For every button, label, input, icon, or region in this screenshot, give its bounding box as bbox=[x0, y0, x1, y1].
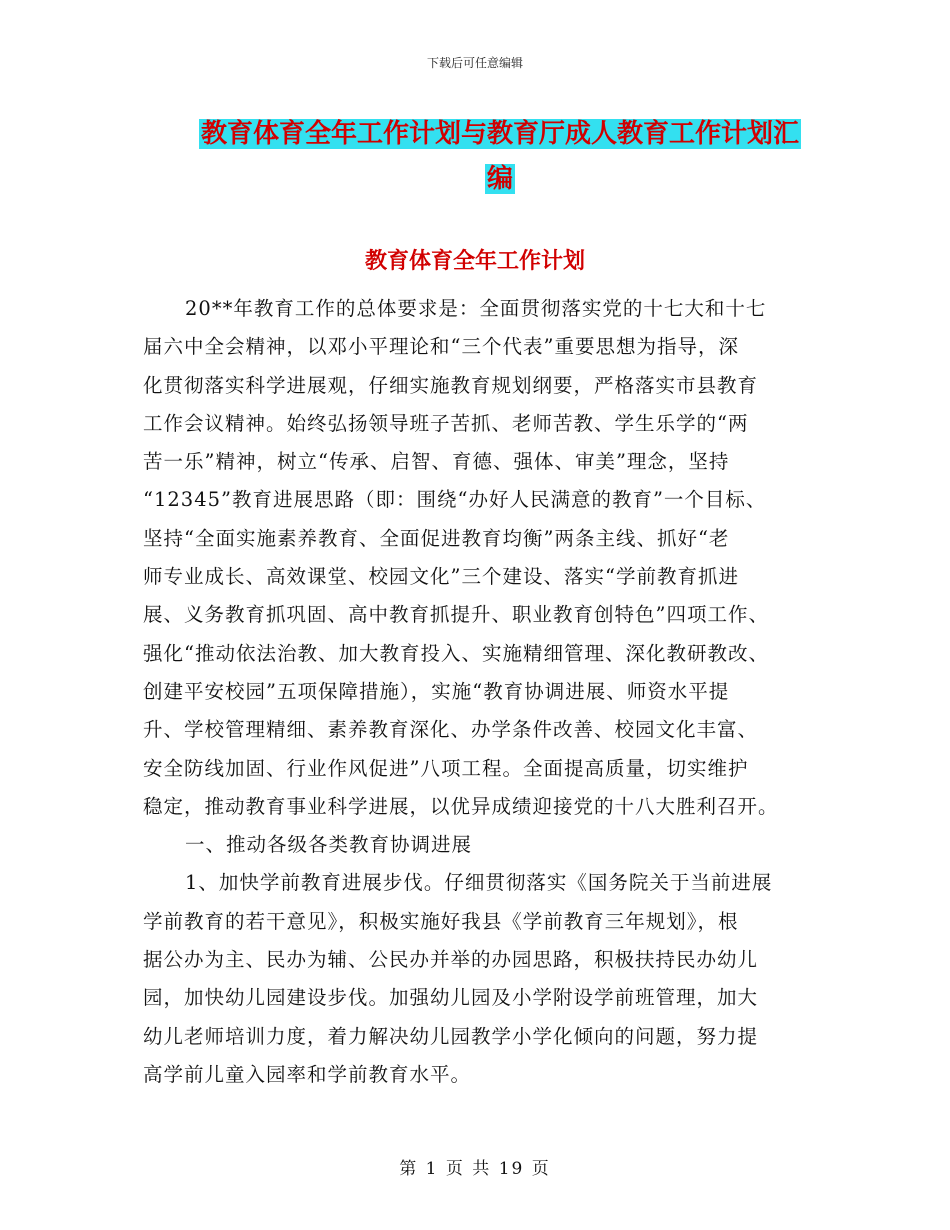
paragraph-line: 强化“推动依法治教、加大教育投入、实施精细管理、深化教研教改、 bbox=[143, 641, 769, 665]
body-text bbox=[143, 290, 823, 1094]
paragraph-line: 安全防线加固、行业作风促进”八项工程。全面提高质量，切实维护 bbox=[143, 756, 749, 780]
paragraph-line: 20**年教育工作的总体要求是：全面贯彻落实党的十七大和十七 bbox=[185, 297, 767, 320]
document-title bbox=[190, 112, 810, 202]
paragraph-line: 园，加快幼儿园建设步伐。加强幼儿园及小学附设学前班管理，加大 bbox=[143, 986, 759, 1010]
section-title: 教育体育全年工作计划 bbox=[364, 249, 585, 274]
paragraph-line: 高学前儿童入园率和学前教育水平。 bbox=[143, 1062, 472, 1086]
document-title-line-2: 编 bbox=[486, 164, 513, 194]
paragraph-line: 升、学校管理精细、素养教育深化、办学条件改善、校园文化丰富、 bbox=[143, 718, 759, 742]
paragraph-line: 幼儿老师培训力度，着力解决幼儿园教学小学化倾向的问题，努力提 bbox=[143, 1024, 759, 1048]
paragraph-line: 化贯彻落实科学进展观，仔细实施教育规划纲要，严格落实市县教育 bbox=[143, 373, 759, 397]
paragraph-line: 学前教育的若干意见》，积极实施好我县《学前教育三年规划》，根 bbox=[143, 909, 739, 933]
paragraph-line: 工作会议精神。始终弘扬领导班子苦抓、老师苦教、学生乐学的“两 bbox=[143, 411, 749, 435]
paragraph-line: 据公办为主、民办为辅、公民办并举的办园思路，积极扶持民办幼儿 bbox=[143, 948, 759, 972]
paragraph-line: 1、加快学前教育进展步伐。仔细贯彻落实《国务院关于当前进展 bbox=[185, 871, 773, 895]
header-note: 下载后可任意编辑 bbox=[426, 56, 523, 70]
paragraph-line: 稳定，推动教育事业科学进展，以优异成绩迎接党的十八大胜利召开。 bbox=[143, 794, 779, 818]
paragraph-line: 坚持“全面实施素养教育、全面促进教育均衡”两条主线、抓好“老 bbox=[143, 526, 730, 550]
page-number-footer: 第 1 页 共 19 页 bbox=[399, 1159, 551, 1179]
paragraph-line: 展、义务教育抓巩固、高中教育抓提升、职业教育创特色”四项工作、 bbox=[143, 603, 769, 627]
paragraph-line: “12345”教育进展思路（即：围绕“办好人民满意的教育”一个目标、 bbox=[143, 488, 767, 512]
paragraph-line: 苦一乐”精神，树立“传承、启智、育德、强体、审美”理念，坚持 bbox=[143, 450, 730, 474]
document-title-line-1: 教育体育全年工作计划与教育厅成人教育工作计划汇 bbox=[200, 119, 799, 149]
paragraph-line: 创建平安校园”五项保障措施），实施“教育协调进展、师资水平提 bbox=[143, 679, 730, 703]
paragraph-line: 届六中全会精神，以邓小平理论和“三个代表”重要思想为指导，深 bbox=[143, 335, 739, 359]
paragraph-line: 师专业成长、高效课堂、校园文化”三个建设、落实“学前教育抓进 bbox=[143, 565, 739, 589]
subsection-heading: 一、推动各级各类教育协调进展 bbox=[185, 833, 473, 857]
